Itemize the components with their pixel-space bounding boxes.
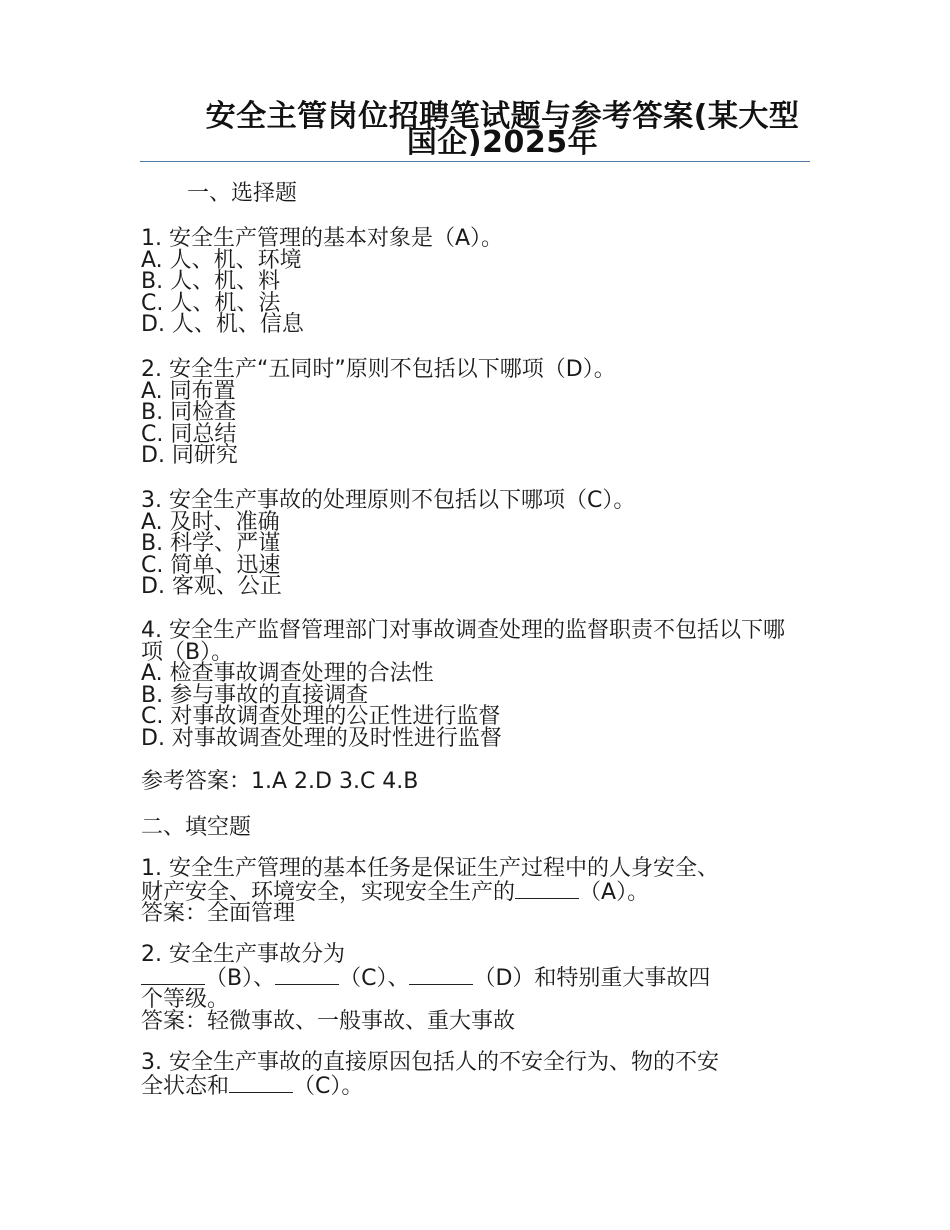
question-stem: 3. 安全生产事故的处理原则不包括以下哪项（C）。 bbox=[141, 488, 636, 513]
question-stem: 1. 安全生产管理的基本任务是保证生产过程中的人身安全、 bbox=[141, 856, 719, 881]
option: D. 同研究 bbox=[141, 443, 238, 468]
title-block bbox=[140, 99, 810, 160]
question-stem-cont bbox=[141, 880, 801, 904]
section1-heading: 一、选择题 bbox=[187, 181, 298, 206]
option: D. 客观、公正 bbox=[141, 574, 282, 599]
option: B. 人、机、料 bbox=[141, 269, 281, 294]
stem-text: 财产安全、环境安全，实现安全生产的 bbox=[141, 879, 516, 905]
stem-text: （B）、 bbox=[205, 965, 276, 991]
fill-question-2 bbox=[141, 944, 801, 1032]
question-stem: 1. 安全生产管理的基本对象是（A）。 bbox=[141, 226, 504, 251]
option: D. 对事故调查处理的及时性进行监督 bbox=[141, 725, 502, 751]
option: D. 人、机、信息 bbox=[141, 312, 304, 337]
stem-text: 全状态和 bbox=[141, 1073, 230, 1099]
question-stem-cont: 个等级。 bbox=[141, 987, 230, 1012]
option: B. 参与事故的直接调查 bbox=[141, 682, 369, 708]
question-4 bbox=[141, 620, 801, 749]
option: C. 人、机、法 bbox=[141, 290, 281, 316]
question-stem: 3. 安全生产事故的直接原因包括人的不安全行为、物的不安 bbox=[141, 1050, 719, 1075]
answer: 答案：全面管理 bbox=[141, 901, 296, 926]
section2-heading: 二、填空题 bbox=[141, 815, 252, 840]
question-3 bbox=[141, 490, 801, 598]
stem-text: （C）。 bbox=[293, 1073, 364, 1099]
option: A. 人、机、环境 bbox=[141, 247, 302, 273]
option: C. 对事故调查处理的公正性进行监督 bbox=[141, 704, 501, 729]
question-stem: 2. 安全生产事故分为 bbox=[141, 942, 345, 967]
option: C. 简单、迅速 bbox=[141, 552, 281, 578]
stem-text: （D）和特别重大事故四 bbox=[473, 965, 711, 991]
option: A. 同布置 bbox=[141, 378, 236, 404]
question-stem: 4. 安全生产监督管理部门对事故调查处理的监督职责不包括以下哪项（B）。 bbox=[141, 618, 785, 665]
fill-question-3 bbox=[141, 1052, 801, 1097]
page-title: 安全主管岗位招聘笔试题与参考答案(某大型国企)2025年 bbox=[205, 99, 800, 160]
question-stem-cont bbox=[141, 966, 801, 990]
stem-text: （C）、 bbox=[339, 965, 410, 991]
stem-text: （A）。 bbox=[579, 879, 650, 905]
option: A. 检查事故调查处理的合法性 bbox=[141, 661, 434, 686]
question-1 bbox=[141, 228, 801, 336]
option: B. 同检查 bbox=[141, 400, 237, 425]
blank-line bbox=[229, 1074, 293, 1093]
question-stem-cont bbox=[141, 1074, 801, 1098]
blank-line bbox=[275, 966, 339, 985]
question-stem: 2. 安全生产“五同时”原则不包括以下哪项（D）。 bbox=[141, 357, 616, 382]
blank-line bbox=[515, 880, 579, 899]
blank-line bbox=[141, 966, 205, 985]
blank-line bbox=[409, 966, 473, 985]
answer: 答案：轻微事故、一般事故、重大事故 bbox=[141, 1008, 516, 1034]
question-2 bbox=[141, 359, 801, 467]
option: C. 同总结 bbox=[141, 421, 237, 447]
title-divider bbox=[140, 161, 810, 162]
answer-key: 参考答案：1.A 2.D 3.C 4.B bbox=[141, 769, 419, 794]
fill-question-1 bbox=[141, 858, 801, 925]
option: B. 科学、严谨 bbox=[141, 531, 281, 556]
option: A. 及时、准确 bbox=[141, 509, 280, 535]
